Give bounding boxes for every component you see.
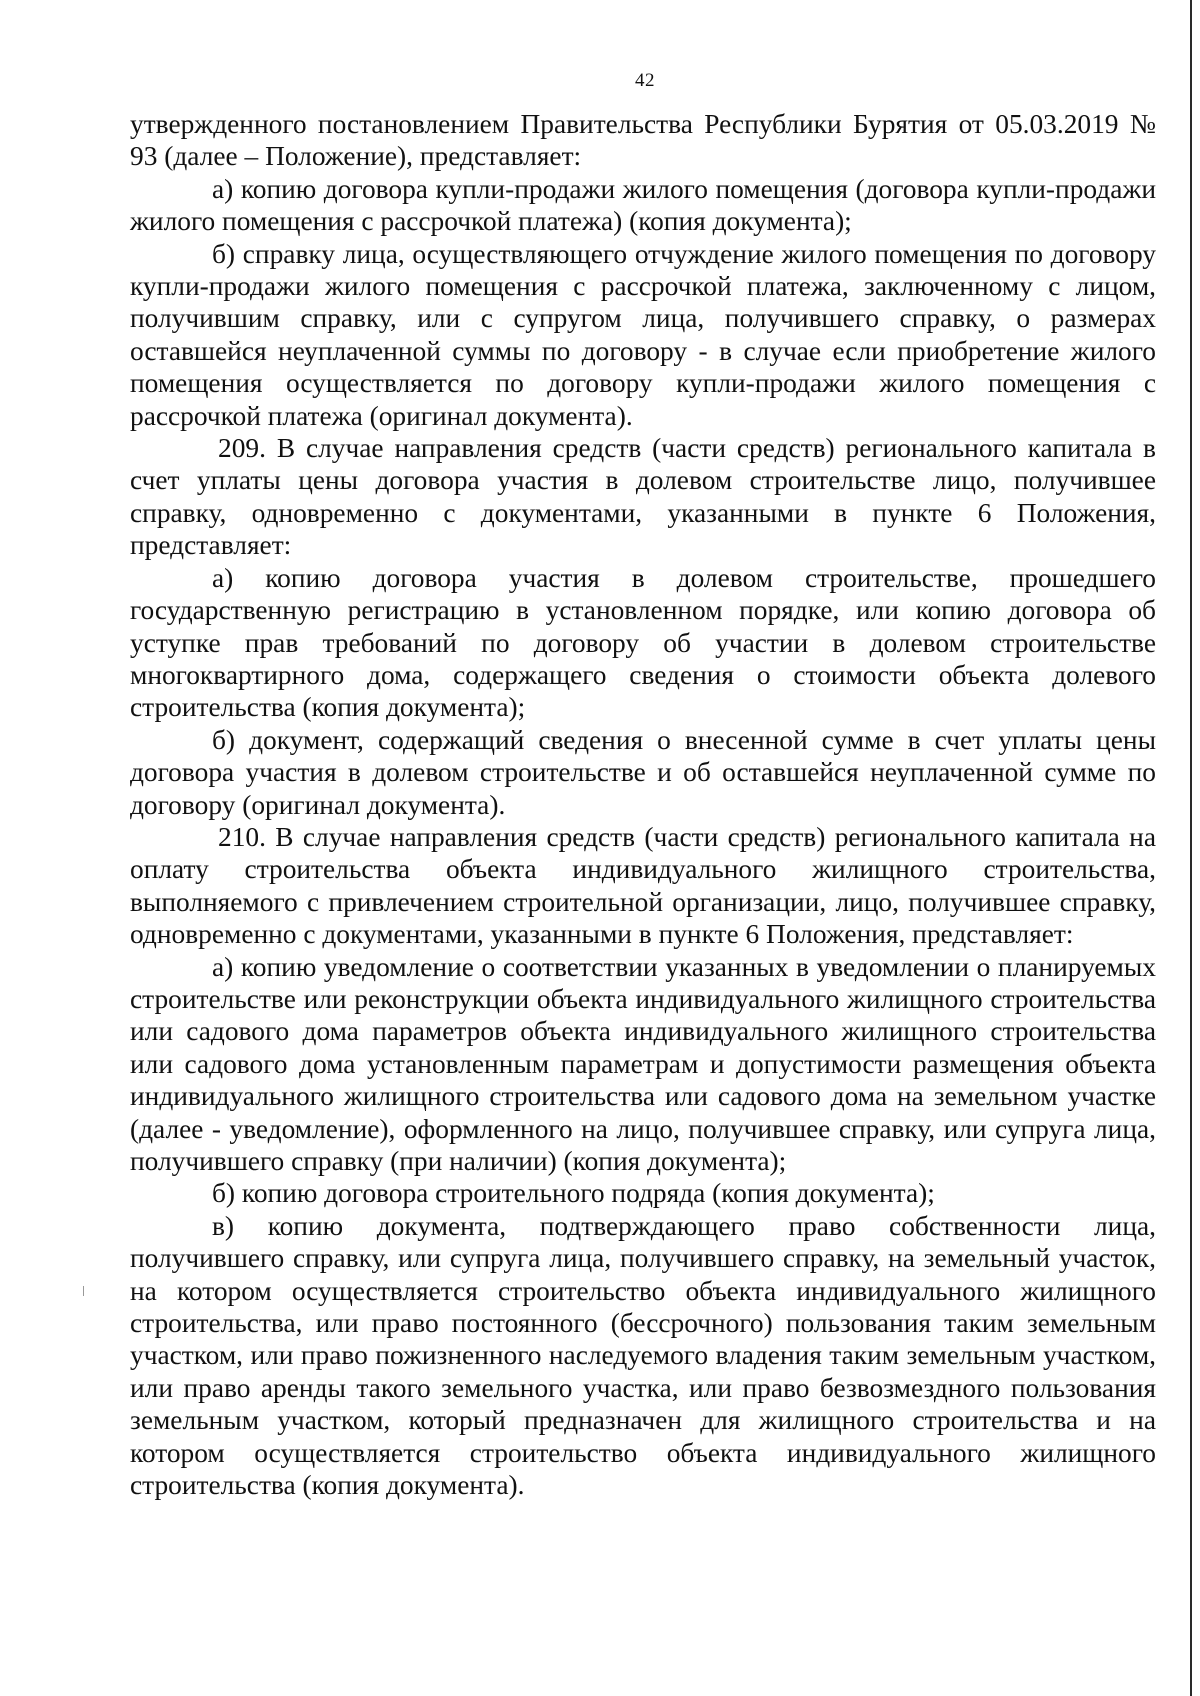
clause-209-subitem-a: а) копию договора участия в долевом строительстве, прошедшего государственную регистрацию в установленном порядке, или копию договора об уступке прав требований по договору об участии в долевом строительстве многоквартирного дома, содержащего сведения о стоимости объекта долевого строительства (копия документа); <box>130 562 1156 723</box>
clause-210-subitem-v: в) копию документа, подтверждающего право собственности лица, получившего справку, или супруга лица, получившего справку, на земельный участок, на котором осуществляется строительство объекта индивидуального жилищного строительства, или право постоянного (бессрочного) пользования таким земельным участком, или право пожизненного наследуемого владения таким земельным участком, или право аренды такого земельного участка, или право безвозмездного пользования земельным участком, который предназначен для жилищного строительства и на котором осуществляется строительство объекта индивидуального жилищного строительства (копия документа). <box>130 1210 1156 1501</box>
clause-209-subitem-b: б) документ, содержащий сведения о внесенной сумме в счет уплаты цены договора участия в долевом строительстве и об оставшейся неуплаченной сумме по договору (оригинал документа). <box>130 724 1156 820</box>
document-body <box>130 108 1156 1501</box>
page-number: 42 <box>635 70 655 91</box>
clause-210-subitem-b: б) копию договора строительного подряда (копия документа); <box>212 1178 935 1209</box>
paragraph-continuation: утвержденного постановлением Правительства Республики Бурятия от 05.03.2019 № 93 (далее – Положение), представляет: <box>130 109 1156 172</box>
margin-mark <box>83 1286 84 1296</box>
page-edge-line <box>1190 0 1192 1696</box>
subitem-a: а) копию договора купли-продажи жилого помещения (договора купли-продажи жилого помещения с рассрочкой платежа) (копия документа); <box>130 173 1156 237</box>
clause-209: 209. В случае направления средств (части средств) регионального капитала в счет уплаты цены договора участия в долевом строительстве лицо, получившее справку, одновременно с документами, указанными в пункте 6 Положения, представляет: <box>130 433 1156 561</box>
subitem-b: б) справку лица, осуществляющего отчуждение жилого помещения по договору купли-продажи жилого помещения с рассрочкой платежа, заключенному с лицом, получившим справку, или с супругом лица, получившего справку, о размерах оставшейся неуплаченной суммы по договору - в случае если приобретение жилого помещения осуществляется по договору купли-продажи жилого помещения с рассрочкой платежа (оригинал документа). <box>130 238 1156 431</box>
clause-210: 210. В случае направления средств (части средств) регионального капитала на оплату строительства объекта индивидуального жилищного строительства, выполняемого с привлечением строительной организации, лицо, получившее справку, одновременно с документами, указанными в пункте 6 Положения, представляет: <box>130 821 1156 950</box>
clause-210-subitem-a: а) копию уведомление о соответствии указанных в уведомлении о планируемых строительстве или реконструкции объекта индивидуального жилищного строительства или садового дома параметров объекта индивидуального жилищного строительства или садового дома установленным параметрам и допустимости размещения объекта индивидуального жилищного строительства или садового дома на земельном участке (далее - уведомление), оформленного на лицо, получившее справку, или супруга лица, получившего справку (при наличии) (копия документа); <box>130 951 1156 1176</box>
